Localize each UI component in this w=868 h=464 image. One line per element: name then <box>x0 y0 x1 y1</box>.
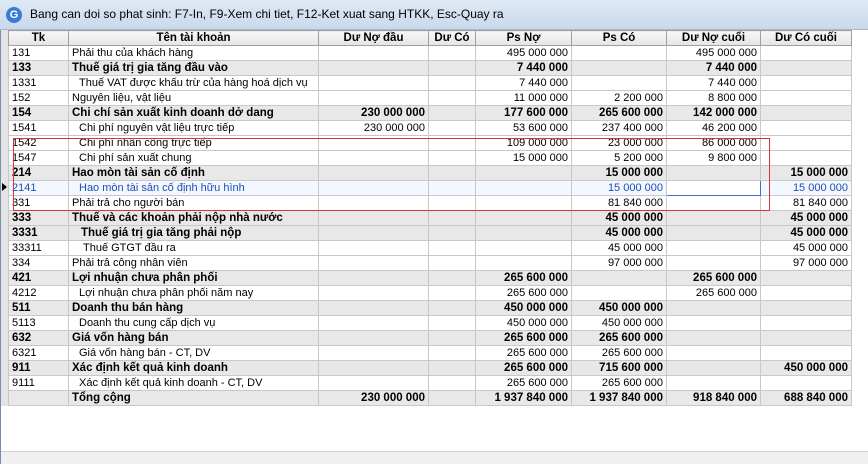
opening-credit-cell[interactable] <box>429 301 476 316</box>
closing-debit-cell[interactable] <box>667 226 761 241</box>
table-row[interactable] <box>9 46 852 61</box>
opening-credit-cell[interactable] <box>429 361 476 376</box>
account-code-cell[interactable]: 154 <box>9 106 69 121</box>
col-header-opening-debit[interactable]: Dư Nợ đầu <box>319 31 429 46</box>
opening-credit-cell[interactable] <box>429 211 476 226</box>
closing-debit-cell[interactable] <box>667 181 761 196</box>
period-credit-cell[interactable] <box>572 271 667 286</box>
period-credit-cell[interactable]: 45 000 000 <box>572 226 667 241</box>
opening-credit-cell[interactable] <box>429 241 476 256</box>
account-name-cell[interactable]: Tổng cộng <box>69 391 319 406</box>
table-row[interactable] <box>9 136 852 151</box>
table-row[interactable] <box>9 301 852 316</box>
table-row[interactable] <box>9 316 852 331</box>
table-row[interactable] <box>9 376 852 391</box>
period-credit-cell[interactable] <box>572 286 667 301</box>
opening-debit-cell[interactable] <box>319 256 429 271</box>
table-row[interactable] <box>9 391 852 406</box>
account-name-cell[interactable]: Giá vốn hàng bán - CT, DV <box>69 346 319 361</box>
period-credit-cell[interactable]: 97 000 000 <box>572 256 667 271</box>
period-credit-cell[interactable]: 45 000 000 <box>572 211 667 226</box>
period-credit-cell[interactable]: 81 840 000 <box>572 196 667 211</box>
col-header-period-debit[interactable]: Ps Nợ <box>476 31 572 46</box>
period-credit-cell[interactable]: 237 400 000 <box>572 121 667 136</box>
closing-debit-cell[interactable]: 8 800 000 <box>667 91 761 106</box>
opening-debit-cell[interactable] <box>319 46 429 61</box>
col-header-account-name[interactable]: Tên tài khoản <box>69 31 319 46</box>
opening-debit-cell[interactable] <box>319 91 429 106</box>
period-debit-cell[interactable] <box>476 256 572 271</box>
period-credit-cell[interactable]: 1 937 840 000 <box>572 391 667 406</box>
opening-credit-cell[interactable] <box>429 286 476 301</box>
period-credit-cell[interactable]: 265 600 000 <box>572 106 667 121</box>
opening-debit-cell[interactable] <box>319 361 429 376</box>
period-debit-cell[interactable]: 7 440 000 <box>476 61 572 76</box>
closing-credit-cell[interactable] <box>761 286 852 301</box>
opening-debit-cell[interactable] <box>319 241 429 256</box>
account-name-cell[interactable]: Doanh thu cung cấp dịch vụ <box>69 316 319 331</box>
closing-debit-cell[interactable] <box>667 376 761 391</box>
closing-credit-cell[interactable] <box>761 301 852 316</box>
col-header-closing-credit[interactable]: Dư Có cuối <box>761 31 852 46</box>
opening-credit-cell[interactable] <box>429 166 476 181</box>
table-row[interactable] <box>9 361 852 376</box>
balance-table <box>8 30 852 406</box>
period-debit-cell[interactable]: 7 440 000 <box>476 76 572 91</box>
account-code-cell[interactable]: 3331 <box>9 226 69 241</box>
closing-credit-cell[interactable]: 81 840 000 <box>761 196 852 211</box>
closing-debit-cell[interactable] <box>667 361 761 376</box>
period-credit-cell[interactable]: 265 600 000 <box>572 346 667 361</box>
opening-debit-cell[interactable] <box>319 316 429 331</box>
table-row[interactable] <box>9 286 852 301</box>
closing-credit-cell[interactable] <box>761 151 852 166</box>
closing-debit-cell[interactable]: 86 000 000 <box>667 136 761 151</box>
opening-debit-cell[interactable] <box>319 61 429 76</box>
window-title: Bang can doi so phat sinh: F7-In, F9-Xem chi tiet, F12-Ket xuat sang HTKK, Esc-Quay ra <box>30 7 504 21</box>
closing-credit-cell[interactable]: 15 000 000 <box>761 166 852 181</box>
balance-grid[interactable] <box>0 30 868 464</box>
opening-debit-cell[interactable] <box>319 181 429 196</box>
account-code-cell[interactable]: 511 <box>9 301 69 316</box>
opening-credit-cell[interactable] <box>429 331 476 346</box>
period-debit-cell[interactable] <box>476 166 572 181</box>
opening-credit-cell[interactable] <box>429 256 476 271</box>
opening-credit-cell[interactable] <box>429 226 476 241</box>
period-debit-cell[interactable] <box>476 241 572 256</box>
opening-credit-cell[interactable] <box>429 91 476 106</box>
closing-debit-cell[interactable]: 265 600 000 <box>667 271 761 286</box>
closing-credit-cell[interactable] <box>761 316 852 331</box>
period-debit-cell[interactable]: 265 600 000 <box>476 361 572 376</box>
opening-credit-cell[interactable] <box>429 181 476 196</box>
closing-debit-cell[interactable] <box>667 346 761 361</box>
opening-credit-cell[interactable] <box>429 196 476 211</box>
closing-credit-cell[interactable] <box>761 271 852 286</box>
table-row[interactable] <box>9 196 852 211</box>
closing-debit-cell[interactable]: 9 800 000 <box>667 151 761 166</box>
account-name-cell[interactable]: Lợi nhuận chưa phân phối <box>69 271 319 286</box>
closing-credit-cell[interactable] <box>761 346 852 361</box>
account-name-cell[interactable]: Xác định kết quả kinh doanh <box>69 361 319 376</box>
closing-credit-cell[interactable] <box>761 76 852 91</box>
col-header-tk[interactable]: Tk <box>9 31 69 46</box>
closing-debit-cell[interactable] <box>667 316 761 331</box>
account-code-cell[interactable]: 5113 <box>9 316 69 331</box>
closing-debit-cell[interactable]: 265 600 000 <box>667 286 761 301</box>
table-row[interactable] <box>9 256 852 271</box>
table-row[interactable] <box>9 241 852 256</box>
opening-debit-cell[interactable] <box>319 76 429 91</box>
closing-credit-cell[interactable]: 45 000 000 <box>761 211 852 226</box>
opening-credit-cell[interactable] <box>429 391 476 406</box>
opening-debit-cell[interactable] <box>319 136 429 151</box>
header-row <box>9 31 852 46</box>
account-name-cell[interactable]: Thuế và các khoản phải nộp nhà nước <box>69 211 319 226</box>
account-code-cell[interactable]: 1542 <box>9 136 69 151</box>
closing-debit-cell[interactable]: 46 200 000 <box>667 121 761 136</box>
account-code-cell[interactable]: 1547 <box>9 151 69 166</box>
closing-credit-cell[interactable]: 450 000 000 <box>761 361 852 376</box>
account-name-cell[interactable]: Thuế GTGT đầu ra <box>69 241 319 256</box>
closing-credit-cell[interactable]: 45 000 000 <box>761 241 852 256</box>
opening-credit-cell[interactable] <box>429 61 476 76</box>
closing-credit-cell[interactable] <box>761 91 852 106</box>
table-row[interactable] <box>9 181 852 196</box>
current-row-arrow-icon <box>2 183 7 191</box>
account-name-cell[interactable]: Thuế giá trị gia tăng đầu vào <box>69 61 319 76</box>
closing-debit-cell[interactable]: 7 440 000 <box>667 76 761 91</box>
period-debit-cell[interactable]: 450 000 000 <box>476 316 572 331</box>
table-row[interactable] <box>9 61 852 76</box>
opening-credit-cell[interactable] <box>429 271 476 286</box>
opening-debit-cell[interactable] <box>319 286 429 301</box>
closing-credit-cell[interactable]: 97 000 000 <box>761 256 852 271</box>
closing-debit-cell[interactable]: 7 440 000 <box>667 61 761 76</box>
account-code-cell[interactable]: 133 <box>9 61 69 76</box>
account-code-cell[interactable]: 334 <box>9 256 69 271</box>
account-name-cell[interactable]: Hao mòn tài sản cố định hữu hình <box>69 181 319 196</box>
closing-debit-cell[interactable]: 918 840 000 <box>667 391 761 406</box>
period-credit-cell[interactable]: 15 000 000 <box>572 166 667 181</box>
account-name-cell[interactable]: Phải trả công nhân viên <box>69 256 319 271</box>
account-code-cell[interactable]: 421 <box>9 271 69 286</box>
opening-debit-cell[interactable]: 230 000 000 <box>319 106 429 121</box>
horizontal-scrollbar[interactable] <box>1 451 868 464</box>
app-logo-icon: G <box>6 7 22 23</box>
opening-debit-cell[interactable]: 230 000 000 <box>319 391 429 406</box>
closing-credit-cell[interactable] <box>761 46 852 61</box>
closing-debit-cell[interactable] <box>667 301 761 316</box>
account-name-cell[interactable]: Nguyên liệu, vật liệu <box>69 91 319 106</box>
account-code-cell[interactable]: 2141 <box>9 181 69 196</box>
period-debit-cell[interactable]: 265 600 000 <box>476 376 572 391</box>
table-row[interactable] <box>9 91 852 106</box>
opening-debit-cell[interactable] <box>319 166 429 181</box>
period-debit-cell[interactable]: 11 000 000 <box>476 91 572 106</box>
account-name-cell[interactable]: Phải thu của khách hàng <box>69 46 319 61</box>
period-debit-cell[interactable]: 15 000 000 <box>476 151 572 166</box>
account-code-cell[interactable]: 1541 <box>9 121 69 136</box>
opening-debit-cell[interactable]: 230 000 000 <box>319 121 429 136</box>
period-debit-cell[interactable]: 450 000 000 <box>476 301 572 316</box>
account-name-cell[interactable]: Phải trả cho người bán <box>69 196 319 211</box>
account-name-cell[interactable]: Chi phí nhân công trực tiếp <box>69 136 319 151</box>
account-name-cell[interactable]: Chi phí sản xuất chung <box>69 151 319 166</box>
col-header-period-credit[interactable]: Ps Có <box>572 31 667 46</box>
opening-credit-cell[interactable] <box>429 346 476 361</box>
closing-credit-cell[interactable] <box>761 121 852 136</box>
account-name-cell[interactable]: Hao mòn tài sản cố định <box>69 166 319 181</box>
period-debit-cell[interactable] <box>476 226 572 241</box>
period-credit-cell[interactable] <box>572 76 667 91</box>
account-code-cell[interactable]: 1331 <box>9 76 69 91</box>
table-row[interactable] <box>9 211 852 226</box>
opening-credit-cell[interactable] <box>429 46 476 61</box>
account-code-cell[interactable]: 33311 <box>9 241 69 256</box>
period-credit-cell[interactable]: 5 200 000 <box>572 151 667 166</box>
table-row[interactable] <box>9 76 852 91</box>
period-debit-cell[interactable]: 265 600 000 <box>476 331 572 346</box>
table-row[interactable] <box>9 166 852 181</box>
account-code-cell[interactable]: 6321 <box>9 346 69 361</box>
account-name-cell[interactable]: Giá vốn hàng bán <box>69 331 319 346</box>
period-credit-cell[interactable]: 23 000 000 <box>572 136 667 151</box>
opening-debit-cell[interactable] <box>319 151 429 166</box>
period-debit-cell[interactable] <box>476 196 572 211</box>
account-code-cell[interactable]: 4212 <box>9 286 69 301</box>
period-debit-cell[interactable]: 495 000 000 <box>476 46 572 61</box>
period-credit-cell[interactable]: 265 600 000 <box>572 331 667 346</box>
opening-credit-cell[interactable] <box>429 376 476 391</box>
opening-credit-cell[interactable] <box>429 106 476 121</box>
account-name-cell[interactable]: Chi chí sản xuất kinh doanh dở dang <box>69 106 319 121</box>
opening-debit-cell[interactable] <box>319 211 429 226</box>
table-row[interactable] <box>9 346 852 361</box>
closing-credit-cell[interactable] <box>761 376 852 391</box>
account-name-cell[interactable]: Doanh thu bán hàng <box>69 301 319 316</box>
account-code-cell[interactable] <box>9 391 69 406</box>
period-debit-cell[interactable] <box>476 181 572 196</box>
period-credit-cell[interactable]: 15 000 000 <box>572 181 667 196</box>
account-code-cell[interactable]: 152 <box>9 91 69 106</box>
table-row[interactable] <box>9 226 852 241</box>
closing-credit-cell[interactable]: 45 000 000 <box>761 226 852 241</box>
table-row[interactable] <box>9 121 852 136</box>
period-credit-cell[interactable] <box>572 46 667 61</box>
period-debit-cell[interactable]: 265 600 000 <box>476 346 572 361</box>
closing-debit-cell[interactable]: 495 000 000 <box>667 46 761 61</box>
opening-credit-cell[interactable] <box>429 76 476 91</box>
table-row[interactable] <box>9 151 852 166</box>
period-credit-cell[interactable]: 715 600 000 <box>572 361 667 376</box>
col-header-opening-credit[interactable]: Dư Có <box>429 31 476 46</box>
closing-debit-cell[interactable] <box>667 211 761 226</box>
account-name-cell[interactable]: Thuế VAT được khấu trừ của hàng hoá dịch vụ <box>69 76 319 91</box>
account-code-cell[interactable]: 131 <box>9 46 69 61</box>
opening-credit-cell[interactable] <box>429 136 476 151</box>
opening-debit-cell[interactable] <box>319 331 429 346</box>
period-debit-cell[interactable]: 109 000 000 <box>476 136 572 151</box>
period-credit-cell[interactable]: 450 000 000 <box>572 301 667 316</box>
opening-debit-cell[interactable] <box>319 271 429 286</box>
opening-credit-cell[interactable] <box>429 316 476 331</box>
account-code-cell[interactable]: 214 <box>9 166 69 181</box>
period-credit-cell[interactable]: 450 000 000 <box>572 316 667 331</box>
opening-credit-cell[interactable] <box>429 151 476 166</box>
closing-debit-cell[interactable] <box>667 166 761 181</box>
closing-credit-cell[interactable] <box>761 331 852 346</box>
period-debit-cell[interactable]: 1 937 840 000 <box>476 391 572 406</box>
account-name-cell[interactable]: Lợi nhuận chưa phân phối năm nay <box>69 286 319 301</box>
account-code-cell[interactable]: 911 <box>9 361 69 376</box>
closing-debit-cell[interactable] <box>667 256 761 271</box>
closing-debit-cell[interactable] <box>667 196 761 211</box>
period-credit-cell[interactable] <box>572 61 667 76</box>
table-row[interactable] <box>9 271 852 286</box>
account-name-cell[interactable]: Xác định kết quả kinh doanh - CT, DV <box>69 376 319 391</box>
account-name-cell[interactable]: Thuế giá trị gia tăng phải nộp <box>69 226 319 241</box>
opening-debit-cell[interactable] <box>319 301 429 316</box>
closing-debit-cell[interactable]: 142 000 000 <box>667 106 761 121</box>
account-code-cell[interactable]: 9111 <box>9 376 69 391</box>
closing-debit-cell[interactable] <box>667 241 761 256</box>
closing-credit-cell[interactable] <box>761 106 852 121</box>
period-debit-cell[interactable]: 265 600 000 <box>476 286 572 301</box>
closing-credit-cell[interactable] <box>761 136 852 151</box>
opening-debit-cell[interactable] <box>319 346 429 361</box>
col-header-closing-debit[interactable]: Dư Nợ cuối <box>667 31 761 46</box>
period-credit-cell[interactable]: 45 000 000 <box>572 241 667 256</box>
account-code-cell[interactable]: 331 <box>9 196 69 211</box>
closing-debit-cell[interactable] <box>667 331 761 346</box>
table-row[interactable] <box>9 331 852 346</box>
opening-debit-cell[interactable] <box>319 226 429 241</box>
opening-debit-cell[interactable] <box>319 196 429 211</box>
period-debit-cell[interactable]: 177 600 000 <box>476 106 572 121</box>
period-credit-cell[interactable]: 2 200 000 <box>572 91 667 106</box>
account-name-cell[interactable]: Chi phí nguyên vật liệu trực tiếp <box>69 121 319 136</box>
period-debit-cell[interactable]: 265 600 000 <box>476 271 572 286</box>
period-debit-cell[interactable]: 53 600 000 <box>476 121 572 136</box>
opening-debit-cell[interactable] <box>319 376 429 391</box>
table-row[interactable] <box>9 106 852 121</box>
opening-credit-cell[interactable] <box>429 121 476 136</box>
closing-credit-cell[interactable] <box>761 61 852 76</box>
period-debit-cell[interactable] <box>476 211 572 226</box>
account-code-cell[interactable]: 632 <box>9 331 69 346</box>
closing-credit-cell[interactable]: 15 000 000 <box>761 181 852 196</box>
closing-credit-cell[interactable]: 688 840 000 <box>761 391 852 406</box>
title-bar <box>0 0 868 30</box>
account-code-cell[interactable]: 333 <box>9 211 69 226</box>
period-credit-cell[interactable]: 265 600 000 <box>572 376 667 391</box>
